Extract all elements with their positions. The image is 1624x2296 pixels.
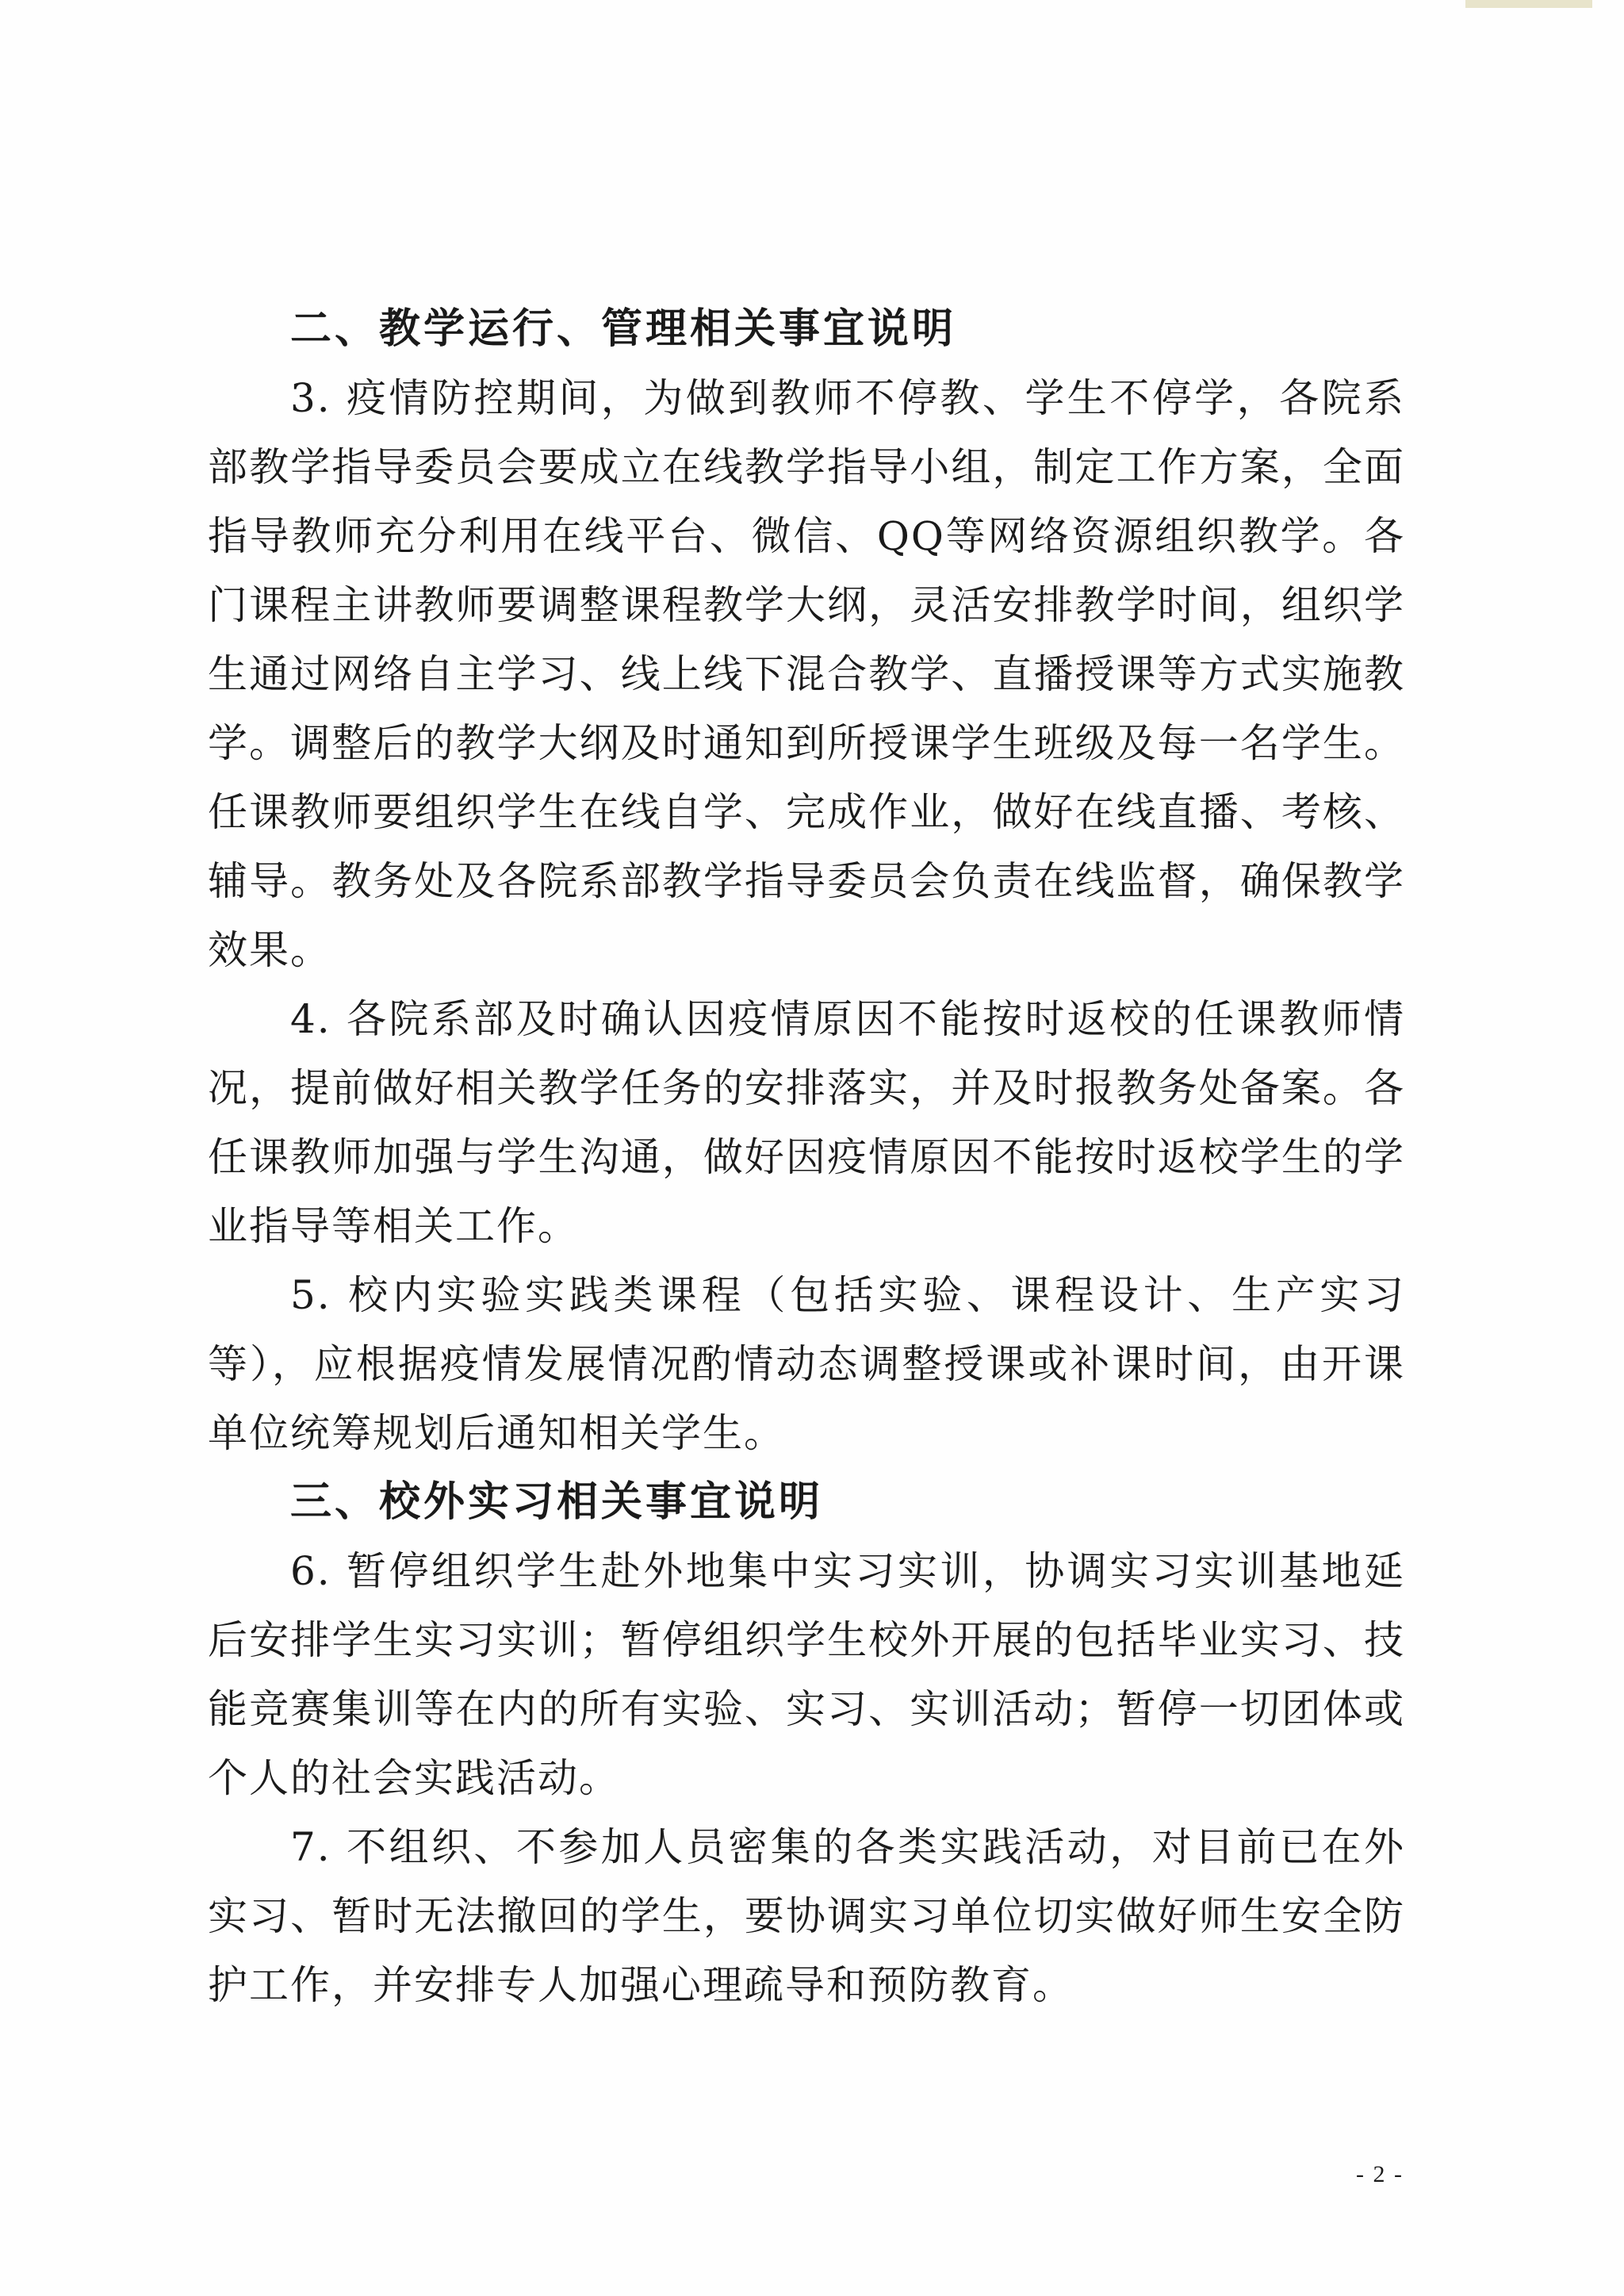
paragraph-item-7: 7. 不组织、不参加人员密集的各类实践活动，对目前已在外实习、暂时无法撤回的学生，要协调实习单位切实做好师生安全防护工作，并安排专人加强心理疏导和预防教育。: [208, 1824, 1405, 2008]
page-number: - 2 -: [1356, 2161, 1404, 2187]
section-heading-internship: 三、校外实习相关事宜说明: [290, 1478, 824, 1526]
paragraph-item-4: 4. 各院系部及时确认因疫情原因不能按时返校的任课教师情况，提前做好相关教学任务的安排落实，并及时报教务处备案。各任课教师加强与学生沟通，做好因疫情原因不能按时返校学生的学业指导等相关工作。: [208, 996, 1405, 1249]
scan-edge-mark: [1465, 0, 1592, 8]
paragraph-item-5: 5. 校内实验实践类课程（包括实验、课程设计、生产实习等），应根据疫情发展情况酌情动态调整授课或补课时间，由开课单位统筹规划后通知相关学生。: [208, 1272, 1405, 1456]
paragraph-item-3: 3. 疫情防控期间，为做到教师不停教、学生不停学，各院系部教学指导委员会要成立在线教学指导小组，制定工作方案，全面指导教师充分利用在线平台、微信、QQ等网络资源组织教学。各门课程主讲教师要调整课程教学大纲，灵活安排教学时间，组织学生通过网络自主学习、线上线下混合教学、直播授课等方式实施教学。调整后的教学大纲及时通知到所授课学生班级及每一名学生。任课教师要组织学生在线自学、完成作业，做好在线直播、考核、辅导。教务处及各院系部教学指导委员会负责在线监督，确保教学效果。: [208, 375, 1405, 973]
paragraph-item-6: 6. 暂停组织学生赴外地集中实习实训，协调实习实训基地延后安排学生实习实训；暂停组织学生校外开展的包括毕业实习、技能竞赛集训等在内的所有实验、实习、实训活动；暂停一切团体或个人的社会实践活动。: [208, 1548, 1405, 1801]
document-body: [208, 295, 1405, 2020]
section-heading-teaching: 二、教学运行、管理相关事宜说明: [290, 305, 957, 353]
